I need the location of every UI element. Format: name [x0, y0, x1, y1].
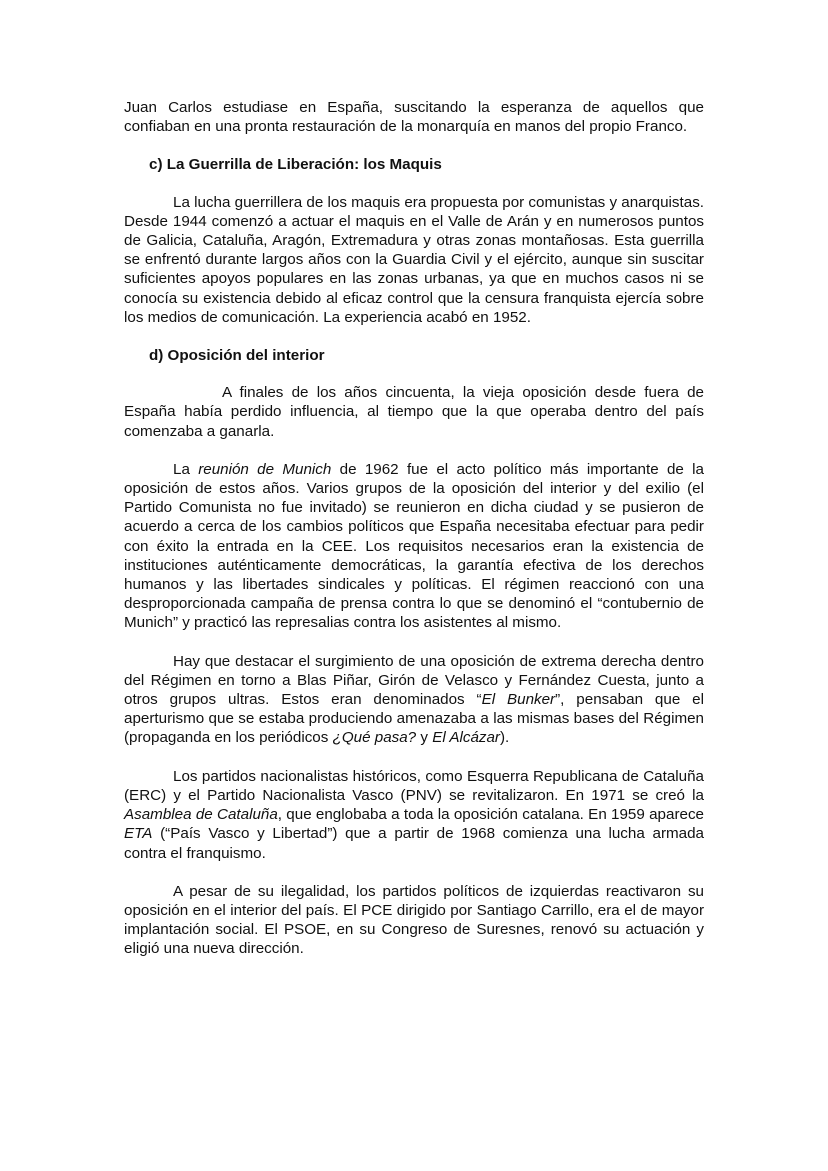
intro-paragraph: Juan Carlos estudiase en España, suscitando la esperanza de aquellos que confiaban en una pronta restauración de la monarquía en manos del propio Franco. [124, 99, 704, 136]
maquis-paragraph: La lucha guerrillera de los maquis era propuesta por comunistas y anarquistas. Desde 1944 comenzó a actuar el maquis en el Valle de Arán y en numerosos puntos de Galicia, Cataluña, Aragón, Extremadura y otras zonas montañosas. Esta guerrilla se enfrentó durante largos años con la Guardia Civil y el ejército, aunque sin suscitar suficientes apoyos populares en las zonas urbanas, ya que en muchos casos ni se conocía su existencia debido al eficaz control que la censura franquista ejercía sobre los medios de comunicación. La experiencia acabó en 1952. [124, 193, 705, 326]
section-d-heading: d) Oposición del interior [149, 347, 325, 365]
bunker-text-a: Hay que destacar el surgimiento de una oposición de extrema derecha dentro del Régimen en torno a Blas Piñar, Girón de Velasco y Fernández Cuesta, junto a otros grupos ultras. Estos eran denominados “ [124, 652, 704, 709]
document-page [124, 98, 704, 959]
munich-text-start: La [173, 460, 199, 478]
nationalist-text-c: (“País Vasco y Libertad”) que a partir de 1968 comienza una lucha armada contra el franquismo. [124, 825, 704, 862]
eta-emphasis: ETA [124, 825, 153, 843]
bunker-paragraph [124, 652, 704, 748]
munich-emphasis: reunión de Munich [198, 460, 332, 478]
munich-paragraph [124, 460, 704, 633]
section-c-heading: c) La Guerrilla de Liberación: los Maquis [149, 156, 442, 174]
bunker-text-c: y [416, 729, 433, 747]
bunker-text-b: ”, pensaban que el aperturismo que se estaba produciendo amenazaba a las mismas bases del Régimen (propaganda en los periódicos [124, 691, 704, 747]
left-parties-paragraph: A pesar de su ilegalidad, los partidos políticos de izquierdas reactivaron su oposición en el interior del país. El PCE dirigido por Santiago Carrillo, era el de mayor implantación social. El PSOE, en su Congreso de Suresnes, renovó su actuación y eligió una nueva dirección. [124, 882, 704, 958]
munich-text-rest: de 1962 fue el acto político más importante de la oposición de estos años. Varios grupos de la oposición del interior y del exilio (el Partido Comunista no fue invitado) se reunieron en dicha ciudad y se pusieron de acuerdo a cerca de los cambios políticos que España necesitaba efectuar para pedir con éxito la entrada en la CEE. Los requisitos necesarios eran la existencia de instituciones auténticamente democráticas, la garantía efectiva de los derechos humanos y las libertades sindicales y políticas. El régimen reaccionó con una desproporcionada campaña de prensa contra lo que se denominó el “contubernio de Munich” y practicó las represalias contra los asistentes al mismo. [124, 460, 704, 632]
nationalist-text-a: Los partidos nacionalistas históricos, como Esquerra Republicana de Cataluña (ERC) y el Partido Nacionalista Vasco (PNV) se revitalizaron. En 1971 se creó la [124, 767, 704, 804]
nationalist-paragraph [124, 767, 704, 863]
bunker-text-d: ). [500, 729, 510, 747]
que-pasa-emphasis: ¿Qué pasa? [332, 729, 417, 747]
asamblea-emphasis: Asamblea de Cataluña [124, 806, 278, 824]
opposition-intro-paragraph: A finales de los años cincuenta, la vieja oposición desde fuera de España había perdido influencia, al tiempo que la que operaba dentro del país comenzaba a ganarla. [124, 384, 704, 440]
bunker-emphasis: El Bunker [481, 691, 556, 709]
nationalist-text-b: , que englobaba a toda la oposición catalana. En 1959 aparece [277, 806, 704, 824]
alcazar-emphasis: El Alcázar [432, 729, 500, 747]
